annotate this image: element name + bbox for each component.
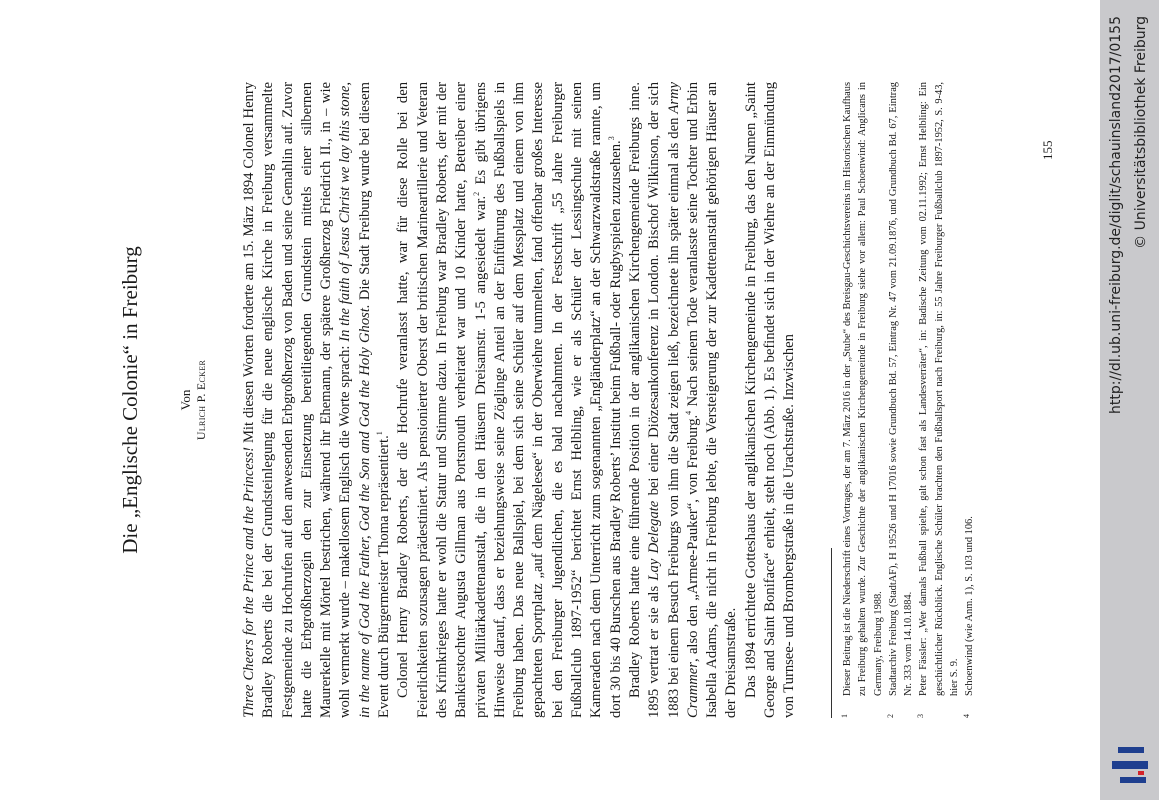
footnote-ref: 3 — [606, 136, 616, 141]
article-body — [240, 82, 800, 718]
footnote-ref: 1 — [375, 431, 385, 436]
text-run: Es gibt übrigens Hinweise darauf, dass er beziehungsweise seine Zöglinge Anteil an der Einführung des Fußballspiels in Freiburg haben. Das neue Ballspiel, bei dem sich seine Schüler auf dem Messplatz und einem von ihm gepachteten Sportplatz „auf dem Nägelesee“ in der Oberwiehre tummelten, fand offenbar großes Interesse bei den Freiburger Jugendlichen, die es bald nachahmten. In der Festschrift „55 Jahre Freiburger Fußballclub 1897-1952“ berichtet Ernst Helbling, wie er als Schüler der Lessingschule mit seinen Kameraden nach dem Unterricht zum sogenannten „Engländerplatz“ an der Schwarzwaldstraße rannte, um dort 30 bis 40 Burschen aus Bradley Roberts’ Institut beim Fußball- oder Rugbyspielen zuzusehen. — [472, 82, 624, 718]
text-run: Die Stadt Freiburg wurde bei diesem Event durch Bürgermeister Thoma repräsentiert. — [356, 81, 393, 718]
text-run: , also den „Armee-Pauker“, von Freiburg. — [684, 414, 701, 663]
footnote — [840, 82, 886, 718]
italic-text: In the faith of Jesus Christ we lay this stone, in the name of God the Father, God the Son and God the Holy Ghost. — [337, 82, 373, 718]
repository-url[interactable]: http://dl.ub.uni-freiburg.de/diglit/schauinsland2017/0155 — [1108, 16, 1124, 414]
italic-text: Three Cheers for the Prince and the Princess! — [241, 446, 257, 718]
body-paragraph — [394, 82, 626, 718]
text-run: Mit diesen Worten forderte am 15. März 1894 Colonel Henry Bradley Roberts die bei der Grundsteinlegung für die neue englische Kirche in Freiburg versammelte Festgemeinde zu Hochrufen auf den anwesenden Erbgroßherzog von Baden und seine Gemahlin auf. Zuvor hatte die Erbgroßherzogin den zur Einsetzung bereitliegenden Grundstein mittels einer silbernen Maurerkelle mit Mörtel bestrichen, während ihr Ehemann, der spätere Großherzog Friedrich II., in – wie wohl vermerkt wurde – makellosem Englisch die Worte sprach: — [241, 82, 354, 718]
text-run: Bradley Roberts hatte eine führende Position in der anglikanischen Kirchengemeinde Freiburgs inne. 1895 vertrat er sie als — [626, 82, 663, 718]
italic-text: Army Crammer — [665, 82, 701, 718]
italic-text: Lay Delegate — [646, 500, 663, 581]
page-number: 155 — [1040, 140, 1055, 160]
footnote-text: Schoenwind (wie Anm. 1), S. 103 und 106. — [964, 516, 976, 696]
footnote-number: 1 — [840, 714, 849, 718]
text-run: Colonel Henry Bradley Roberts, der die Hochrufe veranlasst hatte, war für diese Rolle bei den Feierlichkeiten sozusagen prädestiniert. Als pensionierter Oberst der britischen Marineartillerie und Veteran des Krimkrieges hatte er wohl die Statur und Stimme dazu. In Freiburg war Bradley Roberts, der mit der Bankierstochter Augusta Gillman aus Portsmouth verheiratet war und 10 Kinder hatte, Betreiber einer privaten Militärkadettenanstalt, die in den Häusern Dreisamstr. 1-5 angesiedelt war. — [395, 82, 489, 718]
body-paragraph — [626, 82, 742, 718]
body-paragraph — [240, 82, 394, 718]
text-run: Das 1894 errichtete Gotteshaus der anglikanischen Kirchengemeinde in Freiburg, das den Namen „Saint George and Saint Boniface“ erhielt, steht noch (Abb. 1). Es befindet sich in der Wiehre an der Einmündung von Turnsee- und Brombergstraße in die Urachstraße. Inzwischen — [742, 82, 798, 718]
footnote-number: 3 — [916, 714, 926, 718]
footnote-text: Stadtarchiv Freiburg (StadtAF), H 19526 und H 17016 sowie Grundbuch Bd. 57, Eintrag Nr. 47 vom 21.09.1876, und Grundbuch Bd. 67, Eintrag Nr. 333 vom 14.10.1884. — [887, 82, 915, 696]
footnote-ref: 2 — [471, 191, 481, 196]
footnote — [916, 82, 962, 718]
footnote-text: Dieser Beitrag ist die Niederschrift eines Vortrages, der am 7. März 2016 in der „Stube“ des Breisgau-Geschichtsvereins im Historischen Kaufhaus zu Freiburg gehalten wurde. Zur Geschichte der anglikanischen Kirchengemeinde in Freiburg siehe vor allem: Paul Schoenwind: Anglicans in Germany, Freiburg 1988. — [842, 82, 884, 696]
text-run: Nach seinem Tode veranlasste seine Tochter und Erbin Isabella Adams, die nicht in Freiburg lebte, die Versteigerung der zur Kadettenanstalt gehörigen Häuser an der Dreisamstraße. — [684, 82, 740, 718]
library-logo-icon — [1110, 745, 1150, 785]
footnote-rule — [831, 548, 832, 718]
article-title: Die „Englische Colonie“ in Freiburg — [118, 246, 142, 554]
footnote — [962, 82, 977, 718]
text-run: bei einer Diözesankonferenz in London. Bischof Wilkinson, der sich 1883 bei einem Besuch Freiburgs von ihm die Stadt zeigen ließ, bezeichnete ihn später einmal als den — [646, 81, 682, 718]
copyright-notice: © Universitätsbibliothek Freiburg — [1133, 16, 1149, 249]
footnote — [886, 82, 917, 718]
author-name: Ulrich P. Ecker — [194, 359, 208, 441]
footnotes — [840, 82, 978, 718]
byline-prefix: Von — [178, 389, 193, 411]
footnote-number: 2 — [885, 714, 895, 718]
footnote-number: 4 — [962, 714, 972, 718]
body-paragraph — [742, 82, 800, 718]
footnote-text: Peter Fässler: „Wer damals Fußball spielte, galt schon fast als Landesverräter“, in: Badische Zeitung vom 02.11.1992; Ernst Helbling: Ein geschichtlicher Rückblick. Englische Schüler brachten den Fußballsport nach Freiburg, in: 55 Jahre Freiburger Fußballclub 1897-1952, S. 9-43, hier S. 9. — [918, 82, 961, 696]
repository-stripe — [1100, 0, 1159, 800]
footnote-ref: 4 — [683, 410, 693, 415]
